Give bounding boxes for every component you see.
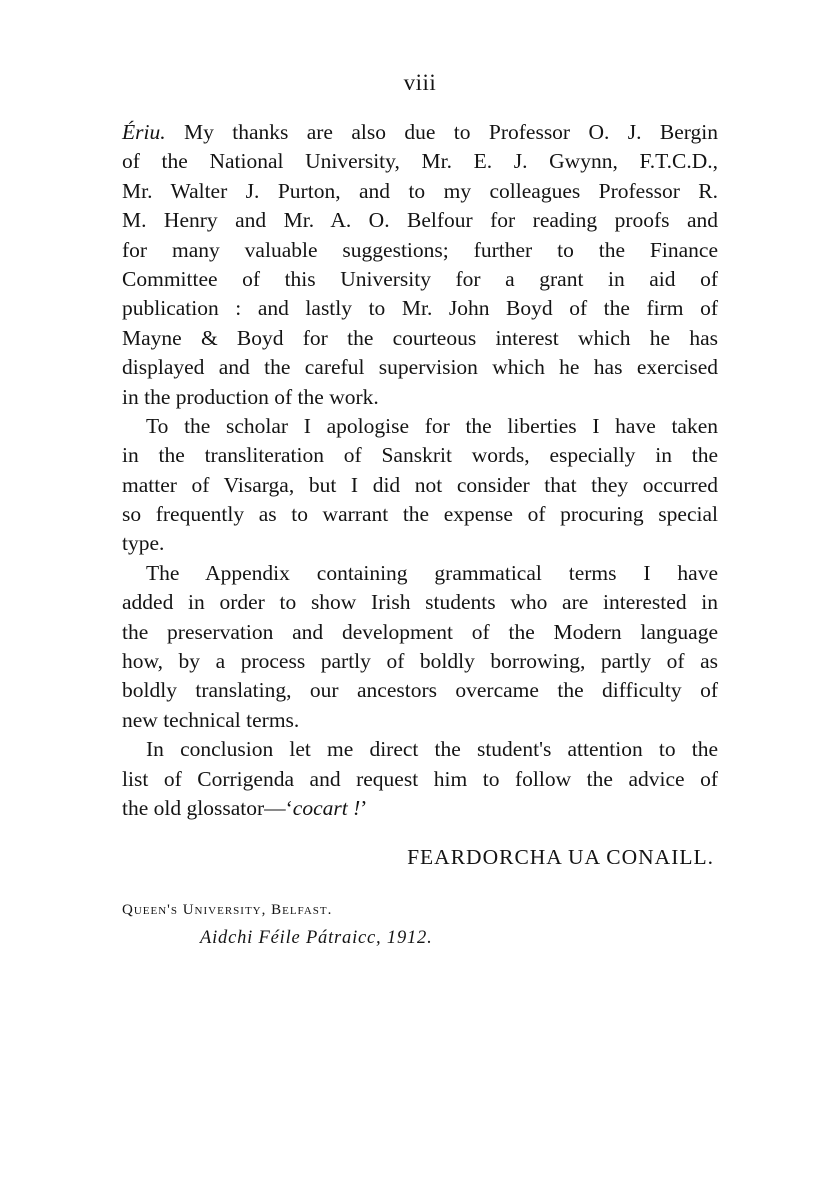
text-line: added in order to show Irish students who are interested in <box>122 590 718 615</box>
text-line: type. <box>122 531 165 556</box>
line-text: the old glossator—‘ <box>122 795 293 820</box>
author-signature: FEARDORCHA UA CONAILL. <box>407 845 714 869</box>
text-line: new technical terms. <box>122 707 300 732</box>
paragraph-start-line: In conclusion let me direct the student's attention to the <box>146 737 718 762</box>
text-line: so frequently as to warrant the expense of procuring special <box>122 502 718 527</box>
italic-word: Ériu. <box>122 120 166 144</box>
text-line: list of Corrigenda and request him to follow the advice of <box>122 766 718 791</box>
text-line <box>122 794 718 823</box>
text-line: Mayne & Boyd for the courteous interest which he has <box>122 325 718 350</box>
line-text: ’ <box>360 795 368 820</box>
italic-word: cocart ! <box>292 795 361 820</box>
author-affiliation: Queen's University, Belfast. <box>122 902 333 918</box>
text-line: for many valuable suggestions; further to the Finance <box>122 237 718 262</box>
text-line: M. Henry and Mr. A. O. Belfour for reading proofs and <box>122 208 718 233</box>
text-line: in the transliteration of Sanskrit words, especially in the <box>122 443 718 468</box>
text-line: matter of Visarga, but I did not consider that they occurred <box>122 472 718 497</box>
text-line: of the National University, Mr. E. J. Gwynn, F.T.C.D., <box>122 149 718 174</box>
text-line <box>122 118 718 147</box>
text-line: displayed and the careful supervision which he has exercised <box>122 355 718 380</box>
text-line: publication : and lastly to Mr. John Boyd of the firm of <box>122 296 718 321</box>
text-line: in the production of the work. <box>122 384 379 409</box>
line-text: My thanks are also due to Professor O. J. Bergin <box>165 120 718 144</box>
page-number: viii <box>403 70 437 95</box>
preface-body <box>122 118 718 823</box>
paragraph-start-line: The Appendix containing grammatical terms I have <box>146 560 718 585</box>
text-line: boldly translating, our ancestors overcame the difficulty of <box>122 678 718 703</box>
text-line: how, by a process partly of boldly borrowing, partly of as <box>122 649 718 674</box>
text-line: the preservation and development of the Modern language <box>122 619 718 644</box>
paragraph-start-line: To the scholar I apologise for the liberties I have taken <box>146 413 718 438</box>
preface-date: Aidchi Féile Pátraicc, 1912. <box>200 928 433 948</box>
text-line: Mr. Walter J. Purton, and to my colleagues Professor R. <box>122 178 718 203</box>
text-line: Committee of this University for a grant in aid of <box>122 266 718 291</box>
